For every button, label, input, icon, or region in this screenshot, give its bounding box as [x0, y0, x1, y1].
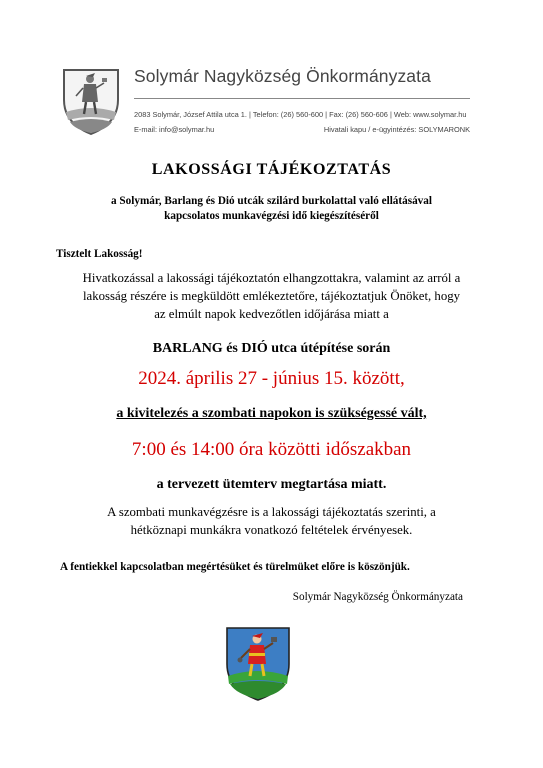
signature: Solymár Nagyközség Önkormányzata: [292, 591, 463, 603]
saturday-work-line: a kivitelezés a szombati napokon is szükségessé vált,: [116, 406, 427, 421]
hivatali-kapu-line: Hivatali kapu / e-ügyintézés: SOLYMARONK: [323, 125, 470, 134]
contact-address-line: 2083 Solymár, József Attila utca 1. | Telefon: (26) 560-600 | Fax: (26) 560-606 | Web: www.solymar.hu: [134, 110, 467, 119]
note-line-1: A szombati munkavégzésre is a lakossági tájékoztatás szerinti, a: [107, 505, 436, 519]
note-line-2: hétköznapi munkákra vonatkozó feltételek érvényesek.: [130, 523, 413, 537]
working-hours: 7:00 és 14:00 óra közötti időszakban: [131, 439, 412, 460]
body-line-3: az elmúlt napok kedvezőtlen időjárása miatt a: [154, 307, 389, 321]
street-line: BARLANG és DIÓ utca útépítése során: [152, 341, 391, 356]
notice-subtitle-line-1: a Solymár, Barlang és Dió utcák szilárd burkolattal való ellátásával: [111, 195, 432, 207]
body-line-1: Hivatkozással a lakossági tájékoztatón elhangzottakra, valamint az arról a: [82, 271, 461, 285]
date-range: 2024. április 27 - június 15. között,: [138, 368, 405, 389]
coat-of-arms-icon: [62, 66, 120, 136]
organization-name: Solymár Nagyközség Önkormányzata: [134, 66, 431, 86]
notice-subtitle-line-2: kapcsolatos munkavégzési idő kiegészítéséről: [164, 210, 379, 222]
schedule-line: a tervezett ütemterv megtartása miatt.: [156, 477, 387, 492]
body-line-2: lakosság részére is megküldött emlékeztetőre, tájékoztatjuk Önöket, hogy: [82, 289, 461, 303]
notice-title: LAKOSSÁGI TÁJÉKOZTATÁS: [151, 161, 392, 178]
coat-of-arms-color-icon: [225, 626, 291, 702]
header-divider: [134, 98, 470, 99]
closing-thanks: A fentiekkel kapcsolatban megértésüket és türelmüket előre is köszönjük.: [60, 561, 410, 573]
greeting: Tisztelt Lakosság!: [56, 248, 143, 260]
contact-email-line: E-mail: info@solymar.hu: [134, 125, 215, 134]
